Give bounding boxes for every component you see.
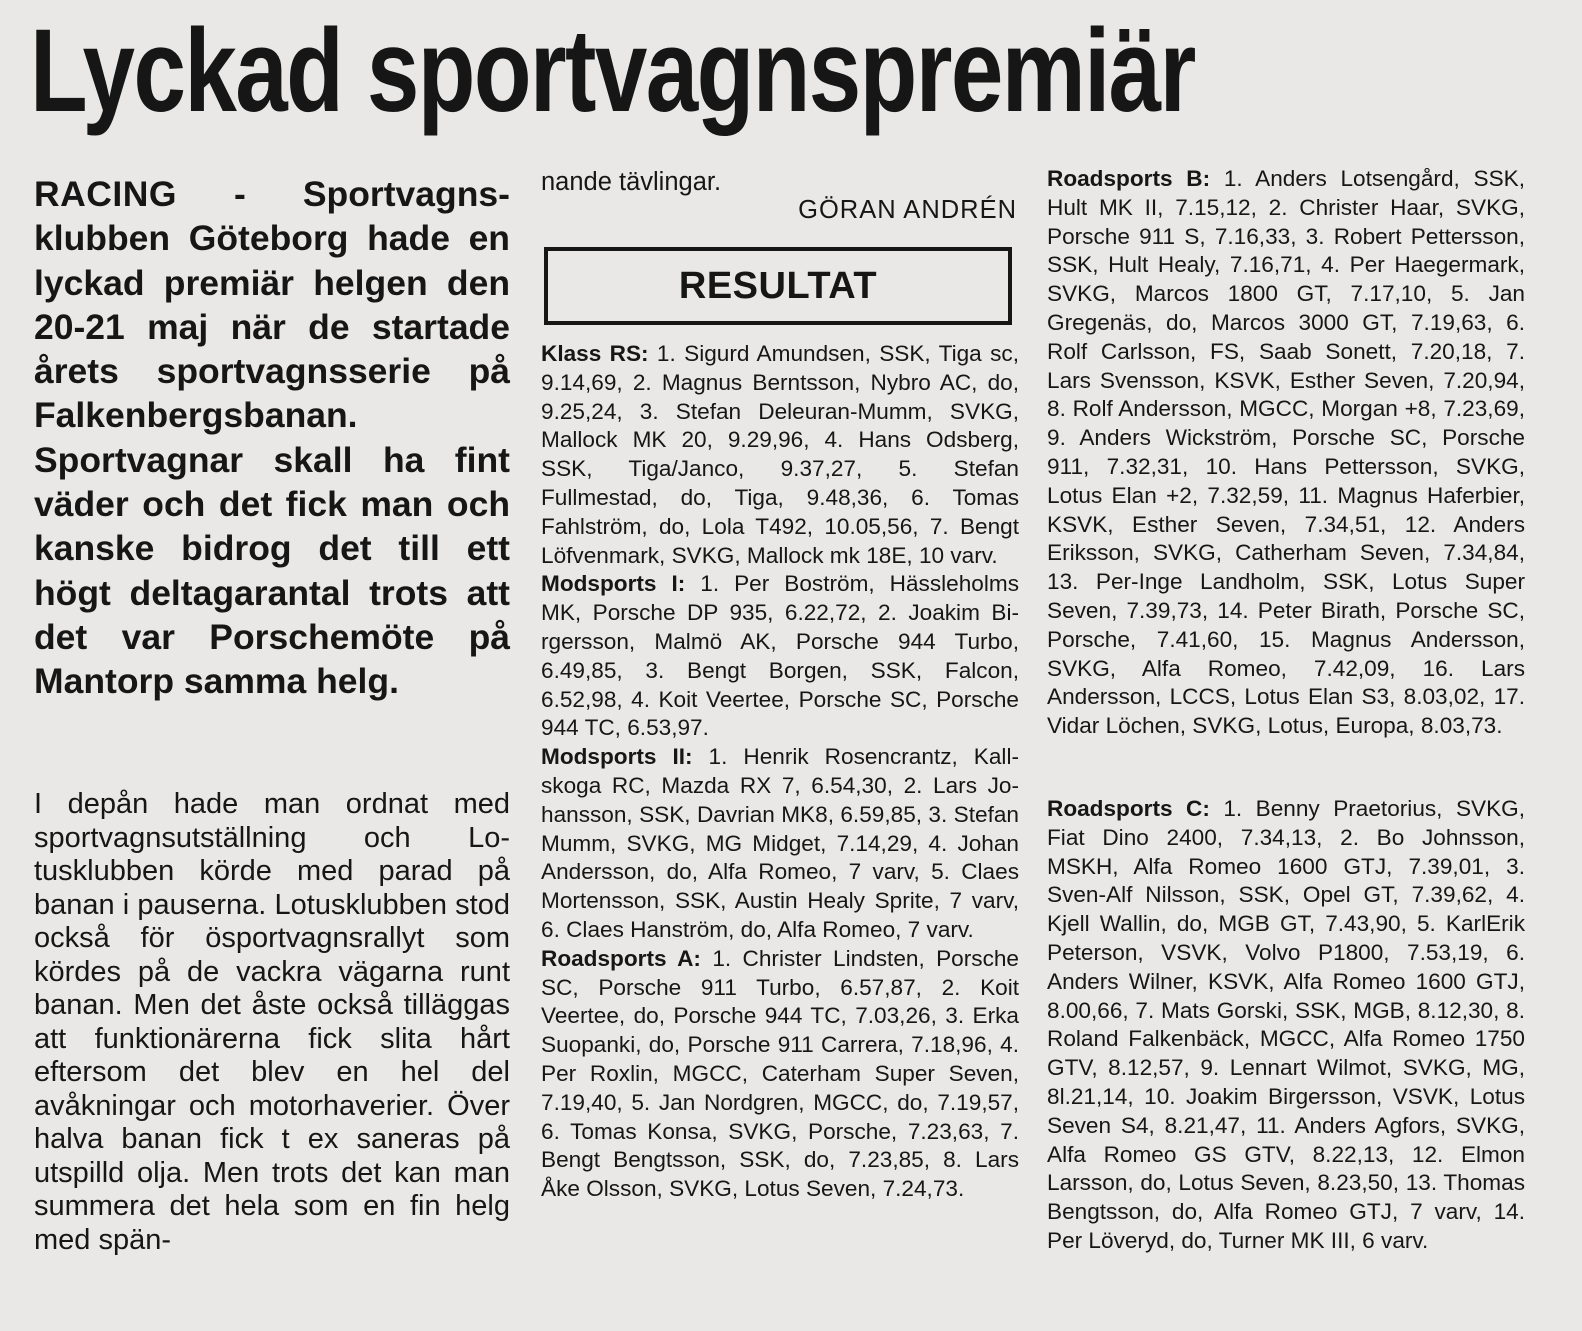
result-text: 1. Sigurd Amundsen, SSK, Tiga sc, 9.14,69, 2. Magnus Berntsson, Nybro AC, do, 9.25,24, 3. Stefan Deleuran-Mumm, SVKG, Mallock MK 20, 9.29,96, 4. Hans Odsberg, SSK, Tiga/Janco, 9.37,27, 5. Stefan Fullmestad, do, Tiga, 9.48,36, 6. Tomas Fahlström, do, Lola T492, 10.05,56, 7. Bengt Löfvenmark, SVKG, Mallock mk 18E, 10 varv.	[541, 341, 1019, 568]
result-text: 1. Henrik Rosencrantz, Kallskoga RC, Mazda RX 7, 6.54,30, 2. Lars Johansson, SSK, Davrian MK8, 6.59,85, 3. Stefan Mumm, SVKG, MG Midget, 7.14,29, 4. Johan Andersson, do, Alfa Romeo, 7 varv, 5. Claes Mortensson, SSK, Austin Healy Sprite, 7 varv, 6. Claes Hanström, do, Alfa Romeo, 7 varv.	[541, 744, 1019, 942]
body-continuation: nande tävlingar.	[541, 168, 722, 196]
result-text: 1. Benny Praetorius, SVKG, Fiat Dino 2400, 7.34,13, 2. Bo Johnsson, MSKH, Alfa Romeo 1600 GTJ, 7.39,01, 3. Sven-Alf Nilsson, SSK, Opel GT, 7.39,62, 4. Kjell Wallin, do, MGB GT, 7.43,90, 5. KarlErik Peterson, VSVK, Volvo P1800, 7.53,19, 6. Anders Wilner, KSVK, Alfa Romeo 1600 GTJ, 8.00,66, 7. Mats Gorski, SSK, MGB, 8.12,30, 8. Roland Falkenbäck, MGCC, Alfa Romeo 1750 GTV, 8.12,57, 9. Lennart Wilmot, SVKG, MG, 8l.21,14, 10. Joakim Birgersson, VSVK, Lotus Seven S4, 8.21,47, 11. Anders Agfors, SVKG, Alfa Romeo GS GTV, 8.22,13, 12. Elmon Larsson, do, Lotus Seven, 8.23,50, 13. Thomas Bengtsson, do, Alfa Romeo GTJ, 7 varv, 14. Per Löveryd, do, Turner MK III, 6 varv.	[1047, 796, 1525, 1253]
lead-kicker: RACING	[34, 174, 178, 214]
body-paragraph: I depån hade man ordnat med sportvagnsutställning och Lotusklubben körde med parad på banan i pauserna. Lotusklubben stod också för ösportvagnsrallyt som kördes på de vackra vägarna runt banan. Men det åste också tilläggas att funktionärerna fick slita hårt eftersom det blev en hel del avåkningar och motorhaverier. Över halva banan fick t ex saneras på utspilld olja. Men trots det kan man summera det hela som en fin helg med spän-	[34, 788, 510, 1256]
byline: GÖRAN ANDRÉN	[798, 196, 1017, 224]
result-text: 1. Anders Lotsengård, SSK, Hult MK II, 7.15,12, 2. Christer Haar, SVKG, Porsche 911 S, 7.16,33, 3. Robert Pettersson, SSK, Hult Healy, 7.16,71, 4. Per Haegermark, SVKG, Marcos 1800 GT, 7.17,10, 5. Jan Gregenäs, do, Marcos 3000 GT, 7.19,63, 6. Rolf Carlsson, FS, Saab Sonett, 7.20,18, 7. Lars Svensson, KSVK, Esther Seven, 7.20,94, 8. Rolf Andersson, MGCC, Morgan +8, 7.23,69, 9. Anders Wickström, Porsche SC, Porsche 911, 7.32,31, 10. Hans Pettersson, SVKG, Lotus Elan +2, 7.32,59, 11. Magnus Haferbier, KSVK, Esther Seven, 7.34,51, 12. Anders Eriksson, SVKG, Catherham Seven, 7.34,84, 13. Per-Inge Landholm, SSK, Lotus Super Seven, 7.39,73, 14. Peter Birath, Porsche SC, Porsche, 7.41,60, 15. Magnus Andersson, SVKG, Alfa Romeo, 7.42,09, 16. Lars Andersson, LCCS, Lotus Elan S3, 8.03,02, 17. Vidar Löchen, SVKG, Lotus, Europa, 8.03,73.	[1047, 166, 1525, 739]
result-class-label: Roadsports C:	[1047, 796, 1210, 821]
result-text: 1. Christer Lindsten, Porsche SC, Porsche 911 Turbo, 6.57,87, 2. Koit Veertee, do, Porsche 944 TC, 7.03,26, 3. Erka Suopanki, do, Porsche 911 Carrera, 7.18,96, 4. Per Roxlin, MGCC, Caterham Super Seven, 7.19,40, 5. Jan Nordgren, MGCC, do, 7.19,57, 6. Tomas Konsa, SVKG, Porsche, 7.23,63, 7. Bengt Bengtsson, SSK, do, 7.23,85, 8. Lars Åke Olsson, SVKG, Lotus Seven, 7.24,73.	[541, 945, 1019, 1202]
result-class-label: Modsports II:	[541, 744, 693, 770]
lead-text: - Sportvagnsklubben Göteborg hade en lyckad premiär helgen den 20-21 maj när de startade årets sportvagnsserie på Falkenbergsbanan. Sportvagnar skall ha fint väder och det fick man och kanske bidrog det till ett högt deltagarantal trots att det var Porschemöte på Mantorp samma helg.	[34, 174, 510, 702]
result-class-label: Modsports I:	[541, 571, 686, 597]
result-class-label: Roadsports B:	[1047, 166, 1211, 191]
result-class-label: Roadsports A:	[541, 945, 701, 971]
result-block-modsports-1	[541, 570, 1019, 743]
headline: Lyckad sportvagnspremiär	[30, 5, 1195, 137]
lead-paragraph	[34, 172, 510, 704]
result-block-roadsports-b	[1047, 165, 1525, 741]
results-column-middle	[541, 340, 1019, 1204]
result-block-modsports-2	[541, 743, 1019, 945]
results-heading-box	[544, 247, 1012, 325]
result-class-label: Klass RS:	[541, 341, 649, 366]
results-heading: RESULTAT	[678, 264, 878, 307]
result-text: 1. Per Boström, Hässleholms MK, Porsche DP 935, 6.22,72, 2. Joakim Birgersson, Malmö AK, Porsche 944 Turbo, 6.49,85, 3. Bengt Borgen, SSK, Falcon, 6.52,98, 4. Koit Veertee, Porsche SC, Porsche 944 TC, 6.53,97.	[541, 571, 1019, 741]
result-block-rs	[541, 340, 1019, 570]
result-block-roadsports-c	[1047, 795, 1525, 1256]
results-column-right-bottom	[1047, 795, 1525, 1256]
results-column-right-top	[1047, 165, 1525, 741]
result-block-roadsports-a	[541, 945, 1019, 1204]
